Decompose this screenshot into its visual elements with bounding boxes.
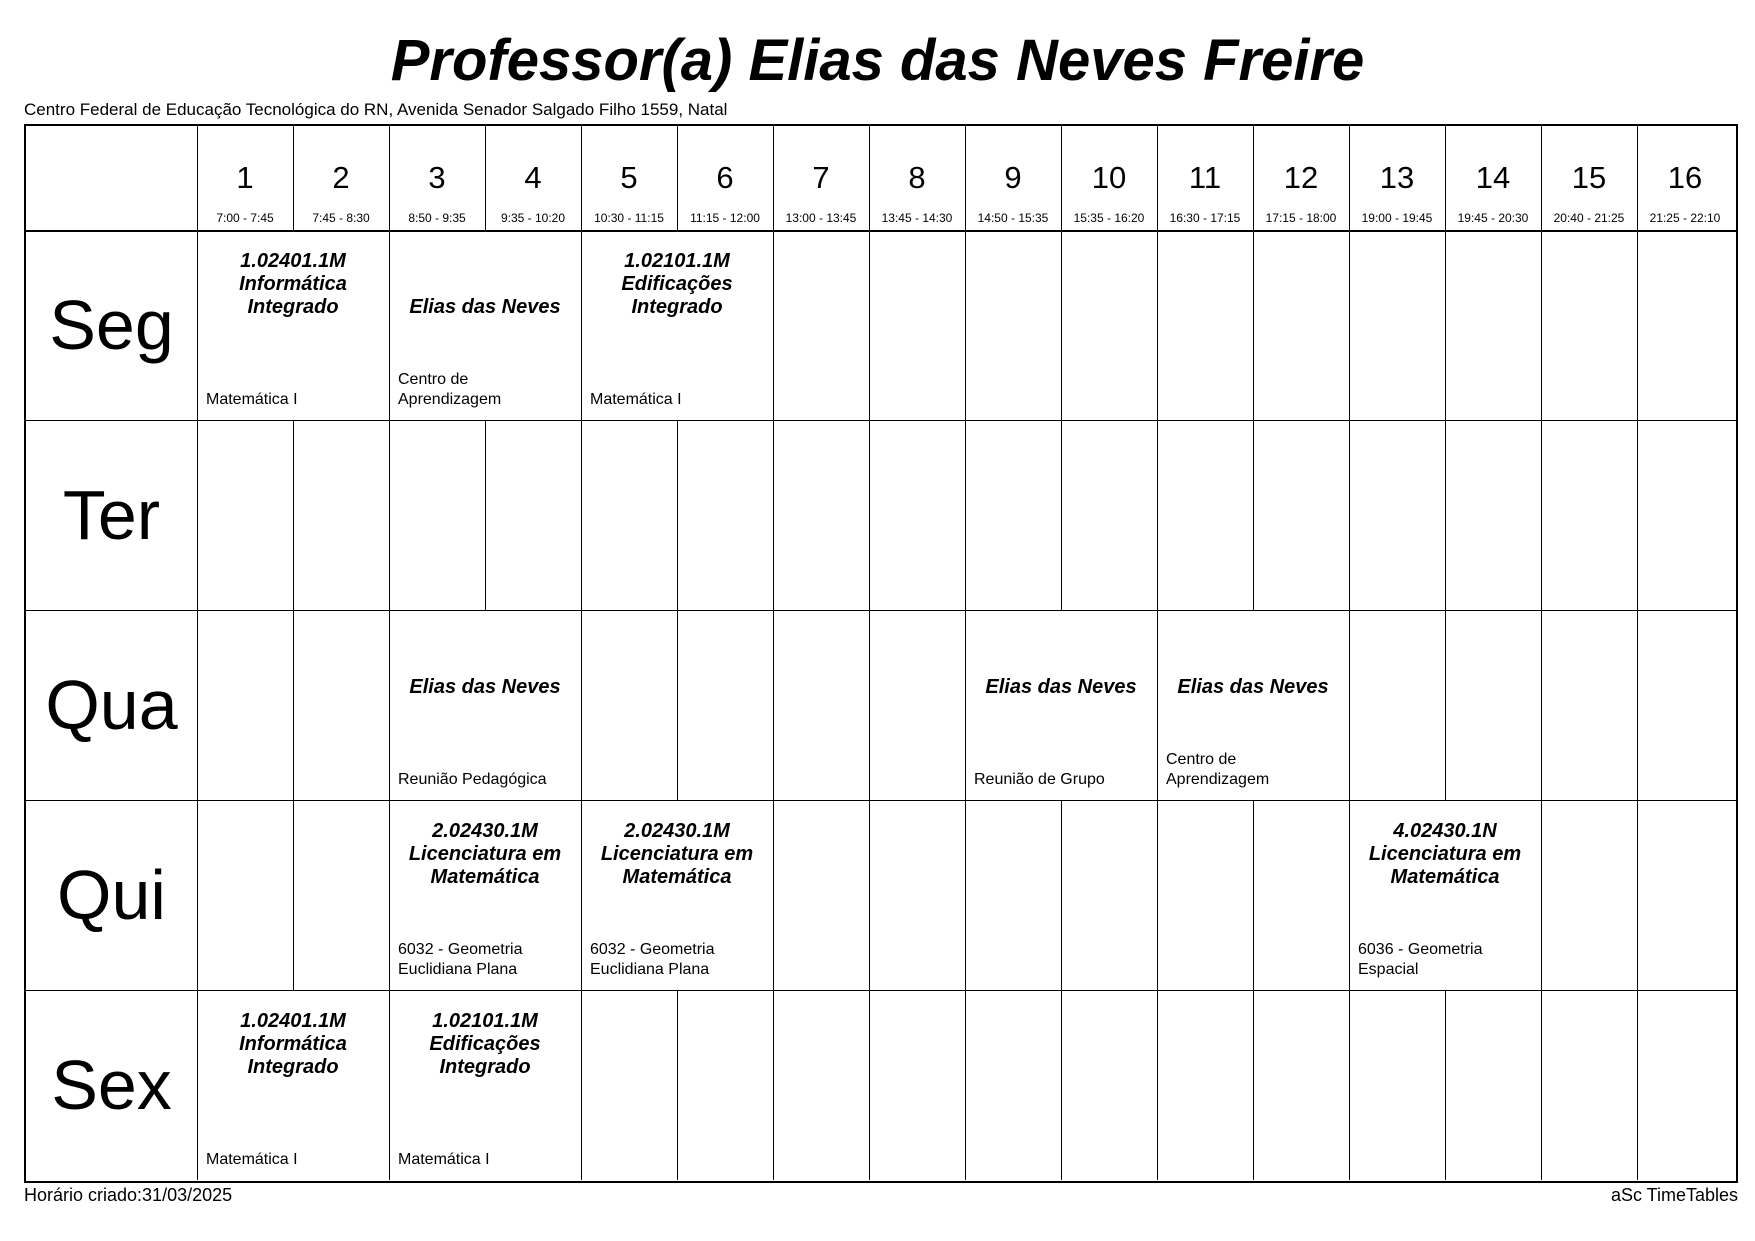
lesson-subject bbox=[398, 1150, 575, 1170]
column-divider bbox=[1061, 230, 1062, 420]
column-divider bbox=[1541, 126, 1542, 230]
lesson-title-line: 1.02101.1M bbox=[432, 1010, 538, 1032]
period-time: 17:15 - 18:00 bbox=[1265, 211, 1337, 225]
lesson-subject-line: 6032 - Geometria bbox=[590, 941, 715, 958]
lesson-title-line: Informática bbox=[239, 1033, 347, 1055]
lesson-title-line: 1.02401.1M bbox=[240, 250, 346, 272]
lesson-title-line: Matemática bbox=[622, 866, 732, 888]
period-header bbox=[197, 126, 293, 230]
period-number: 14 bbox=[1475, 160, 1511, 195]
column-divider bbox=[869, 990, 870, 1180]
column-divider bbox=[1061, 420, 1062, 610]
column-divider bbox=[581, 610, 582, 800]
period-number: 8 bbox=[908, 160, 926, 195]
lesson-title bbox=[397, 610, 573, 705]
column-divider bbox=[773, 610, 774, 800]
column-divider bbox=[1157, 800, 1158, 990]
column-divider bbox=[773, 990, 774, 1180]
period-number: 15 bbox=[1571, 160, 1607, 195]
period-number: 16 bbox=[1667, 160, 1703, 195]
lesson-title-line: Elias das Neves bbox=[985, 676, 1137, 698]
column-divider bbox=[965, 126, 966, 230]
column-divider bbox=[293, 800, 294, 990]
column-divider bbox=[869, 420, 870, 610]
column-divider bbox=[773, 800, 774, 990]
lesson-title-line: Elias das Neves bbox=[409, 296, 561, 318]
lesson-subject bbox=[974, 770, 1151, 790]
period-header bbox=[1061, 126, 1157, 230]
lesson-subject-line: Matemática I bbox=[206, 1151, 298, 1168]
period-number: 5 bbox=[620, 160, 638, 195]
period-number: 6 bbox=[716, 160, 734, 195]
timetable-grid bbox=[24, 124, 1738, 1183]
column-divider bbox=[581, 420, 582, 610]
column-divider bbox=[869, 610, 870, 800]
column-divider bbox=[1157, 420, 1158, 610]
lesson-card[interactable] bbox=[965, 610, 1157, 800]
column-divider bbox=[1157, 990, 1158, 1180]
column-divider bbox=[1541, 230, 1542, 420]
lesson-title bbox=[205, 230, 381, 325]
period-number: 7 bbox=[812, 160, 830, 195]
period-time: 7:45 - 8:30 bbox=[312, 211, 370, 225]
column-divider bbox=[1541, 420, 1542, 610]
period-header bbox=[293, 126, 389, 230]
column-divider bbox=[1253, 230, 1254, 420]
column-divider bbox=[1637, 420, 1638, 610]
lesson-subject bbox=[398, 770, 575, 790]
lesson-subject bbox=[206, 1150, 383, 1170]
lesson-subject-line: Euclidiana Plana bbox=[590, 961, 710, 978]
lesson-title-line: 1.02101.1M bbox=[624, 250, 730, 272]
column-divider bbox=[773, 420, 774, 610]
period-number: 4 bbox=[524, 160, 542, 195]
period-time: 20:40 - 21:25 bbox=[1553, 211, 1625, 225]
lesson-card[interactable] bbox=[389, 230, 581, 420]
period-time: 15:35 - 16:20 bbox=[1073, 211, 1145, 225]
lesson-card[interactable] bbox=[389, 800, 581, 990]
period-header bbox=[1349, 126, 1445, 230]
lesson-title-line: Licenciatura em bbox=[408, 843, 562, 865]
column-divider bbox=[1637, 990, 1638, 1180]
lesson-card[interactable] bbox=[389, 990, 581, 1180]
column-divider bbox=[1541, 990, 1542, 1180]
lesson-title-line: Licenciatura em bbox=[600, 843, 754, 865]
period-time: 19:00 - 19:45 bbox=[1361, 211, 1433, 225]
lesson-title-line: Integrado bbox=[631, 296, 723, 318]
lesson-title-line: 2.02430.1M bbox=[624, 820, 730, 842]
column-divider bbox=[1349, 990, 1350, 1180]
period-header bbox=[1157, 126, 1253, 230]
lesson-title-line: Elias das Neves bbox=[409, 676, 561, 698]
column-divider bbox=[581, 990, 582, 1180]
lesson-title bbox=[973, 610, 1149, 705]
column-divider bbox=[581, 126, 582, 230]
column-divider bbox=[1445, 990, 1446, 1180]
lesson-card[interactable] bbox=[197, 990, 389, 1180]
day-label: Seg bbox=[49, 286, 174, 364]
day-label: Qui bbox=[57, 856, 166, 934]
lesson-card[interactable] bbox=[581, 230, 773, 420]
period-header bbox=[1445, 126, 1541, 230]
column-divider bbox=[1349, 126, 1350, 230]
column-divider bbox=[773, 230, 774, 420]
lesson-title-line: Matemática bbox=[1390, 866, 1500, 888]
lesson-card[interactable] bbox=[389, 610, 581, 800]
period-number: 11 bbox=[1188, 160, 1222, 195]
lesson-title-line: Integrado bbox=[439, 1056, 531, 1078]
lesson-title-line: Edificações bbox=[429, 1033, 541, 1055]
period-number: 9 bbox=[1004, 160, 1022, 195]
column-divider bbox=[1637, 800, 1638, 990]
column-divider bbox=[485, 126, 486, 230]
lesson-card[interactable] bbox=[1349, 800, 1541, 990]
page-title: Professor(a) Elias das Neves Freire bbox=[390, 28, 1365, 93]
lesson-subject-line: Euclidiana Plana bbox=[398, 961, 518, 978]
lesson-title bbox=[1357, 800, 1533, 895]
lesson-title-line: Edificações bbox=[621, 273, 733, 295]
column-divider bbox=[293, 420, 294, 610]
column-divider bbox=[965, 990, 966, 1180]
column-divider bbox=[965, 420, 966, 610]
period-time: 13:00 - 13:45 bbox=[785, 211, 857, 225]
lesson-card[interactable] bbox=[581, 800, 773, 990]
lesson-title bbox=[397, 230, 573, 325]
column-divider bbox=[1061, 990, 1062, 1180]
period-header bbox=[773, 126, 869, 230]
column-divider bbox=[1445, 126, 1446, 230]
column-divider bbox=[1541, 610, 1542, 800]
column-divider bbox=[1157, 126, 1158, 230]
column-divider bbox=[1061, 800, 1062, 990]
column-divider bbox=[389, 420, 390, 610]
column-divider bbox=[677, 610, 678, 800]
column-divider bbox=[1541, 800, 1542, 990]
lesson-title-line: Informática bbox=[239, 273, 347, 295]
column-divider bbox=[677, 990, 678, 1180]
period-number: 2 bbox=[332, 160, 350, 195]
lesson-subject bbox=[206, 390, 383, 410]
column-divider bbox=[293, 610, 294, 800]
row-divider bbox=[26, 420, 1736, 421]
period-header bbox=[1541, 126, 1637, 230]
period-time: 13:45 - 14:30 bbox=[881, 211, 953, 225]
column-divider bbox=[1637, 126, 1638, 230]
period-header bbox=[869, 126, 965, 230]
column-divider bbox=[965, 800, 966, 990]
column-divider bbox=[869, 800, 870, 990]
column-divider bbox=[869, 126, 870, 230]
lesson-subject-line: Reunião de Grupo bbox=[974, 771, 1105, 788]
period-header bbox=[965, 126, 1061, 230]
lesson-subject-line: Matemática I bbox=[206, 391, 298, 408]
lesson-title-line: 1.02401.1M bbox=[240, 1010, 346, 1032]
period-number: 1 bbox=[236, 160, 254, 195]
lesson-subject bbox=[590, 390, 767, 410]
lesson-title-line: 4.02430.1N bbox=[1393, 820, 1497, 842]
column-divider bbox=[1637, 230, 1638, 420]
period-time: 11:15 - 12:00 bbox=[690, 211, 760, 225]
lesson-card[interactable] bbox=[1157, 610, 1349, 800]
lesson-subject-line: Reunião Pedagógica bbox=[398, 771, 547, 788]
period-header bbox=[485, 126, 581, 230]
column-divider bbox=[1349, 420, 1350, 610]
lesson-subject bbox=[590, 940, 767, 980]
column-divider bbox=[1157, 230, 1158, 420]
lesson-subject bbox=[398, 370, 575, 410]
column-divider bbox=[869, 230, 870, 420]
column-divider bbox=[1445, 420, 1446, 610]
column-divider bbox=[1445, 230, 1446, 420]
lesson-subject-line: Aprendizagem bbox=[1166, 771, 1270, 788]
period-time: 10:30 - 11:15 bbox=[594, 211, 664, 225]
column-divider bbox=[293, 126, 294, 230]
lesson-title bbox=[397, 990, 573, 1085]
day-label: Sex bbox=[51, 1046, 172, 1124]
column-divider bbox=[1445, 610, 1446, 800]
column-divider bbox=[1637, 610, 1638, 800]
period-time: 16:30 - 17:15 bbox=[1169, 211, 1241, 225]
created-date: Horário criado:31/03/2025 bbox=[24, 1185, 233, 1205]
period-header bbox=[389, 126, 485, 230]
lesson-title bbox=[1165, 610, 1341, 705]
period-time: 8:50 - 9:35 bbox=[408, 211, 466, 225]
day-label: Qua bbox=[45, 666, 178, 744]
lesson-subject-line: Aprendizagem bbox=[398, 391, 502, 408]
lesson-title bbox=[589, 800, 765, 895]
brand-label: aSc TimeTables bbox=[1610, 1185, 1738, 1205]
period-time: 7:00 - 7:45 bbox=[216, 211, 274, 225]
lesson-subject-line: 6036 - Geometria bbox=[1358, 941, 1483, 958]
lesson-title-line: Integrado bbox=[247, 1056, 339, 1078]
lesson-subject-line: Centro de bbox=[398, 371, 469, 388]
column-divider bbox=[389, 126, 390, 230]
column-divider bbox=[965, 230, 966, 420]
day-label: Ter bbox=[62, 476, 161, 554]
period-number: 10 bbox=[1091, 160, 1127, 195]
lesson-subject-line: Matemática I bbox=[590, 391, 682, 408]
lesson-title-line: Licenciatura em bbox=[1368, 843, 1522, 865]
lesson-subject bbox=[1358, 940, 1535, 980]
column-divider bbox=[1349, 610, 1350, 800]
column-divider bbox=[1349, 230, 1350, 420]
column-divider bbox=[1253, 990, 1254, 1180]
column-divider bbox=[677, 420, 678, 610]
lesson-title-line: 2.02430.1M bbox=[432, 820, 538, 842]
lesson-title-line: Elias das Neves bbox=[1177, 676, 1329, 698]
column-divider bbox=[1253, 126, 1254, 230]
column-divider bbox=[1253, 800, 1254, 990]
period-time: 21:25 - 22:10 bbox=[1649, 211, 1721, 225]
period-number: 13 bbox=[1379, 160, 1415, 195]
period-header bbox=[1253, 126, 1349, 230]
lesson-title-line: Integrado bbox=[247, 296, 339, 318]
column-divider bbox=[1253, 420, 1254, 610]
lesson-title bbox=[589, 230, 765, 325]
period-header bbox=[677, 126, 773, 230]
row-divider bbox=[26, 610, 1736, 611]
period-time: 19:45 - 20:30 bbox=[1457, 211, 1529, 225]
period-number: 3 bbox=[428, 160, 446, 195]
lesson-subject-line: Centro de bbox=[1166, 751, 1237, 768]
period-time: 9:35 - 10:20 bbox=[500, 211, 566, 225]
column-divider bbox=[677, 126, 678, 230]
period-header bbox=[581, 126, 677, 230]
column-divider bbox=[485, 420, 486, 610]
column-divider bbox=[1061, 126, 1062, 230]
lesson-title-line: Matemática bbox=[430, 866, 540, 888]
school-address: Centro Federal de Educação Tecnológica do RN, Avenida Senador Salgado Filho 1559, Natal bbox=[24, 100, 728, 119]
lesson-subject bbox=[1166, 750, 1343, 790]
period-number: 12 bbox=[1283, 160, 1319, 195]
lesson-subject-line: Espacial bbox=[1358, 961, 1419, 978]
column-divider bbox=[773, 126, 774, 230]
period-time: 14:50 - 15:35 bbox=[977, 211, 1049, 225]
period-header bbox=[1637, 126, 1733, 230]
lesson-subject bbox=[398, 940, 575, 980]
lesson-subject-line: Matemática I bbox=[398, 1151, 490, 1168]
lesson-subject-line: 6032 - Geometria bbox=[398, 941, 523, 958]
lesson-title bbox=[397, 800, 573, 895]
lesson-card[interactable] bbox=[197, 230, 389, 420]
lesson-title bbox=[205, 990, 381, 1085]
